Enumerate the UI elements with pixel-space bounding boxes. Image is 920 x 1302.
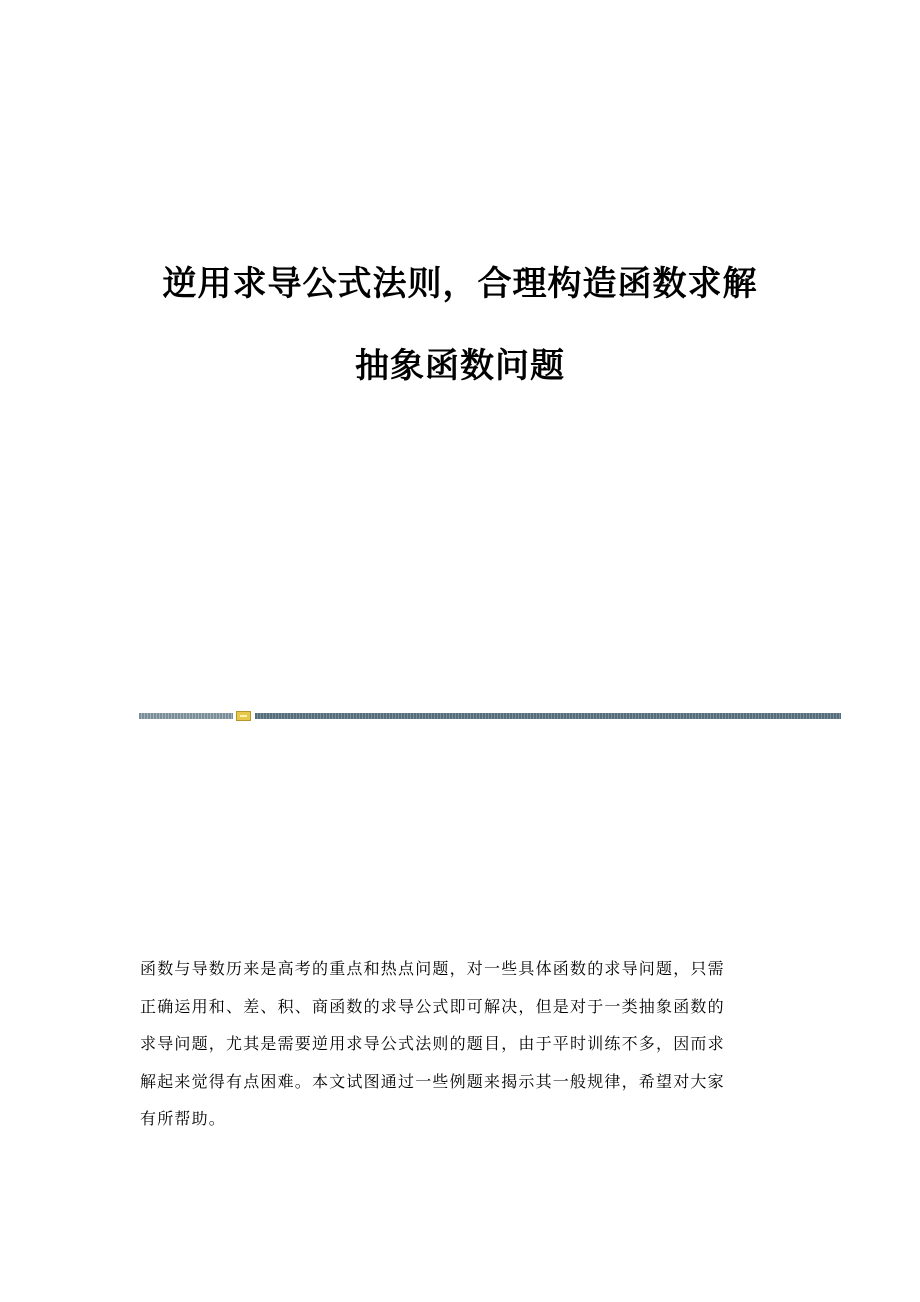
paragraph-line: 函数与导数历来是高考的重点和热点问题，对一些具体函数的求导问题，只需	[140, 959, 725, 978]
divider-left-bar	[139, 713, 233, 719]
section-divider	[139, 711, 841, 721]
title-line-1: 逆用求导公式法则，合理构造函数求解	[162, 264, 758, 304]
divider-right-bar	[255, 713, 841, 719]
paragraph-line: 正确运用和、差、积、商函数的求导公式即可解决，但是对于一类抽象函数的	[140, 996, 725, 1016]
intro-paragraph	[140, 950, 780, 1138]
paragraph-line: 解起来觉得有点困难。本文试图通过一些例题来揭示其一般规律，希望对大家	[140, 1071, 725, 1091]
document-title	[0, 262, 920, 388]
divider-ornament-icon	[236, 711, 251, 721]
paragraph-line: 有所帮助。	[140, 1109, 227, 1128]
title-line-2: 抽象函数问题	[355, 346, 565, 386]
paragraph-line: 求导问题，尤其是需要逆用求导公式法则的题目，由于平时训练不多，因而求	[140, 1034, 725, 1053]
